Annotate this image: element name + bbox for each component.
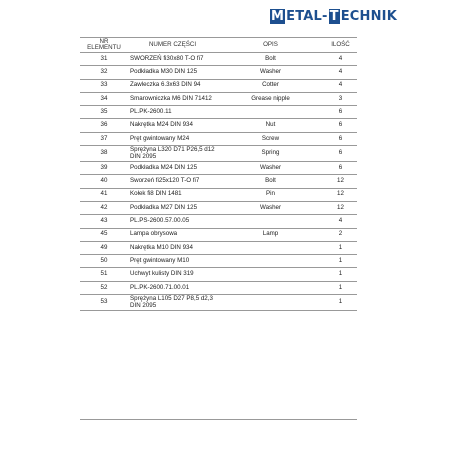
logo-text-echnik: ECHNIK [340, 8, 397, 24]
row-nr: 49 [80, 241, 128, 254]
row-quantity: 1 [324, 281, 357, 294]
row-part-number: Pręt gwintowany M10 [128, 255, 217, 268]
row-part-number: PL.PK-2600.11 [128, 106, 217, 119]
row-part-number: Kołek fi8 DIN 1481 [128, 188, 217, 201]
row-description: Bolt [217, 53, 324, 66]
row-quantity: 1 [324, 295, 357, 311]
table-row [80, 268, 357, 281]
header-nr-elementu: NR ELEMENTU [80, 38, 128, 53]
table-row [80, 79, 357, 92]
row-part-number: Podkładka M27 DIN 125 [128, 201, 217, 214]
row-part-number: Sprężyna L105 D27 P8,5 d2,3 DIN 2095 [128, 295, 217, 311]
row-quantity: 1 [324, 255, 357, 268]
table-row [80, 215, 357, 228]
row-nr: 33 [80, 79, 128, 92]
row-description: Nut [217, 119, 324, 132]
row-description [217, 215, 324, 228]
table-row [80, 66, 357, 79]
row-quantity: 12 [324, 201, 357, 214]
row-nr: 53 [80, 295, 128, 311]
table-row [80, 281, 357, 294]
row-quantity: 4 [324, 79, 357, 92]
row-description [217, 241, 324, 254]
table-row [80, 201, 357, 214]
table-row [80, 228, 357, 241]
row-nr: 37 [80, 132, 128, 145]
row-description: Bolt [217, 175, 324, 188]
row-description: Washer [217, 162, 324, 175]
row-nr: 32 [80, 66, 128, 79]
row-part-number: Nakrętka M24 DIN 934 [128, 119, 217, 132]
footer-divider [80, 419, 357, 420]
row-quantity: 4 [324, 215, 357, 228]
header-ilosc: ILOŚĆ [324, 38, 357, 53]
row-nr: 45 [80, 228, 128, 241]
table-row [80, 53, 357, 66]
row-part-number: Lampa obrysowa [128, 228, 217, 241]
row-quantity: 12 [324, 188, 357, 201]
table-row [80, 162, 357, 175]
table-row [80, 295, 357, 311]
row-description [217, 295, 324, 311]
row-nr: 38 [80, 146, 128, 162]
row-part-number: Podkładka M30 DIN 125 [128, 66, 217, 79]
row-description [217, 281, 324, 294]
row-description: Cotter [217, 79, 324, 92]
row-description: Washer [217, 201, 324, 214]
row-nr: 34 [80, 92, 128, 105]
row-nr: 35 [80, 106, 128, 119]
row-quantity: 4 [324, 66, 357, 79]
row-part-number: Sworzeń fi25x120 T-O fi7 [128, 175, 217, 188]
row-part-number: PL.PK-2600.71.00.01 [128, 281, 217, 294]
row-nr: 50 [80, 255, 128, 268]
row-nr: 40 [80, 175, 128, 188]
row-quantity: 2 [324, 228, 357, 241]
row-nr: 31 [80, 53, 128, 66]
row-description: Spring [217, 146, 324, 162]
row-description [217, 255, 324, 268]
row-part-number: Podkładka M24 DIN 125 [128, 162, 217, 175]
row-description: Pin [217, 188, 324, 201]
row-part-number: Sprężyna L320 D71 P26,5 d12 DIN 2095 [128, 146, 217, 162]
table-header-row [80, 38, 357, 53]
row-part-number: Uchwyt kulisty DIN 319 [128, 268, 217, 281]
logo-letter-m: M [271, 8, 285, 24]
table-row [80, 175, 357, 188]
row-nr: 52 [80, 281, 128, 294]
row-nr: 39 [80, 162, 128, 175]
row-quantity: 1 [324, 268, 357, 281]
row-nr: 51 [80, 268, 128, 281]
logo-text-etal: ETAL- [286, 8, 328, 24]
header-numer-czesci: NUMER CZĘŚCI [128, 38, 217, 53]
header-opis: OPIS [217, 38, 324, 53]
row-description: Washer [217, 66, 324, 79]
row-quantity: 6 [324, 106, 357, 119]
row-part-number: Nakrętka M10 DIN 934 [128, 241, 217, 254]
row-quantity: 6 [324, 119, 357, 132]
row-description: Grease nipple [217, 92, 324, 105]
row-quantity: 4 [324, 53, 357, 66]
company-logo [270, 5, 397, 27]
parts-table [80, 37, 357, 311]
row-quantity: 3 [324, 92, 357, 105]
row-description: Screw [217, 132, 324, 145]
table-row [80, 92, 357, 105]
row-nr: 42 [80, 201, 128, 214]
row-nr: 41 [80, 188, 128, 201]
row-quantity: 1 [324, 241, 357, 254]
table-row [80, 146, 357, 162]
row-nr: 43 [80, 215, 128, 228]
row-description: Lamp [217, 228, 324, 241]
row-quantity: 6 [324, 146, 357, 162]
table-body [80, 53, 357, 311]
row-quantity: 12 [324, 175, 357, 188]
row-part-number: Smarowniczka M6 DIN 71412 [128, 92, 217, 105]
row-part-number: SWORZEŃ fi30x80 T-O fi7 [128, 53, 217, 66]
table-row [80, 132, 357, 145]
table-row [80, 188, 357, 201]
row-quantity: 6 [324, 162, 357, 175]
row-quantity: 6 [324, 132, 357, 145]
table-row [80, 241, 357, 254]
row-nr: 36 [80, 119, 128, 132]
row-description [217, 268, 324, 281]
row-part-number: Pręt gwintowany M24 [128, 132, 217, 145]
table-row [80, 106, 357, 119]
row-part-number: PL.PS-2600.57.00.05 [128, 215, 217, 228]
logo-letter-t: T [329, 8, 339, 24]
table-row [80, 255, 357, 268]
row-description [217, 106, 324, 119]
table-row [80, 119, 357, 132]
row-part-number: Zawleczka 6.3x63 DIN 94 [128, 79, 217, 92]
